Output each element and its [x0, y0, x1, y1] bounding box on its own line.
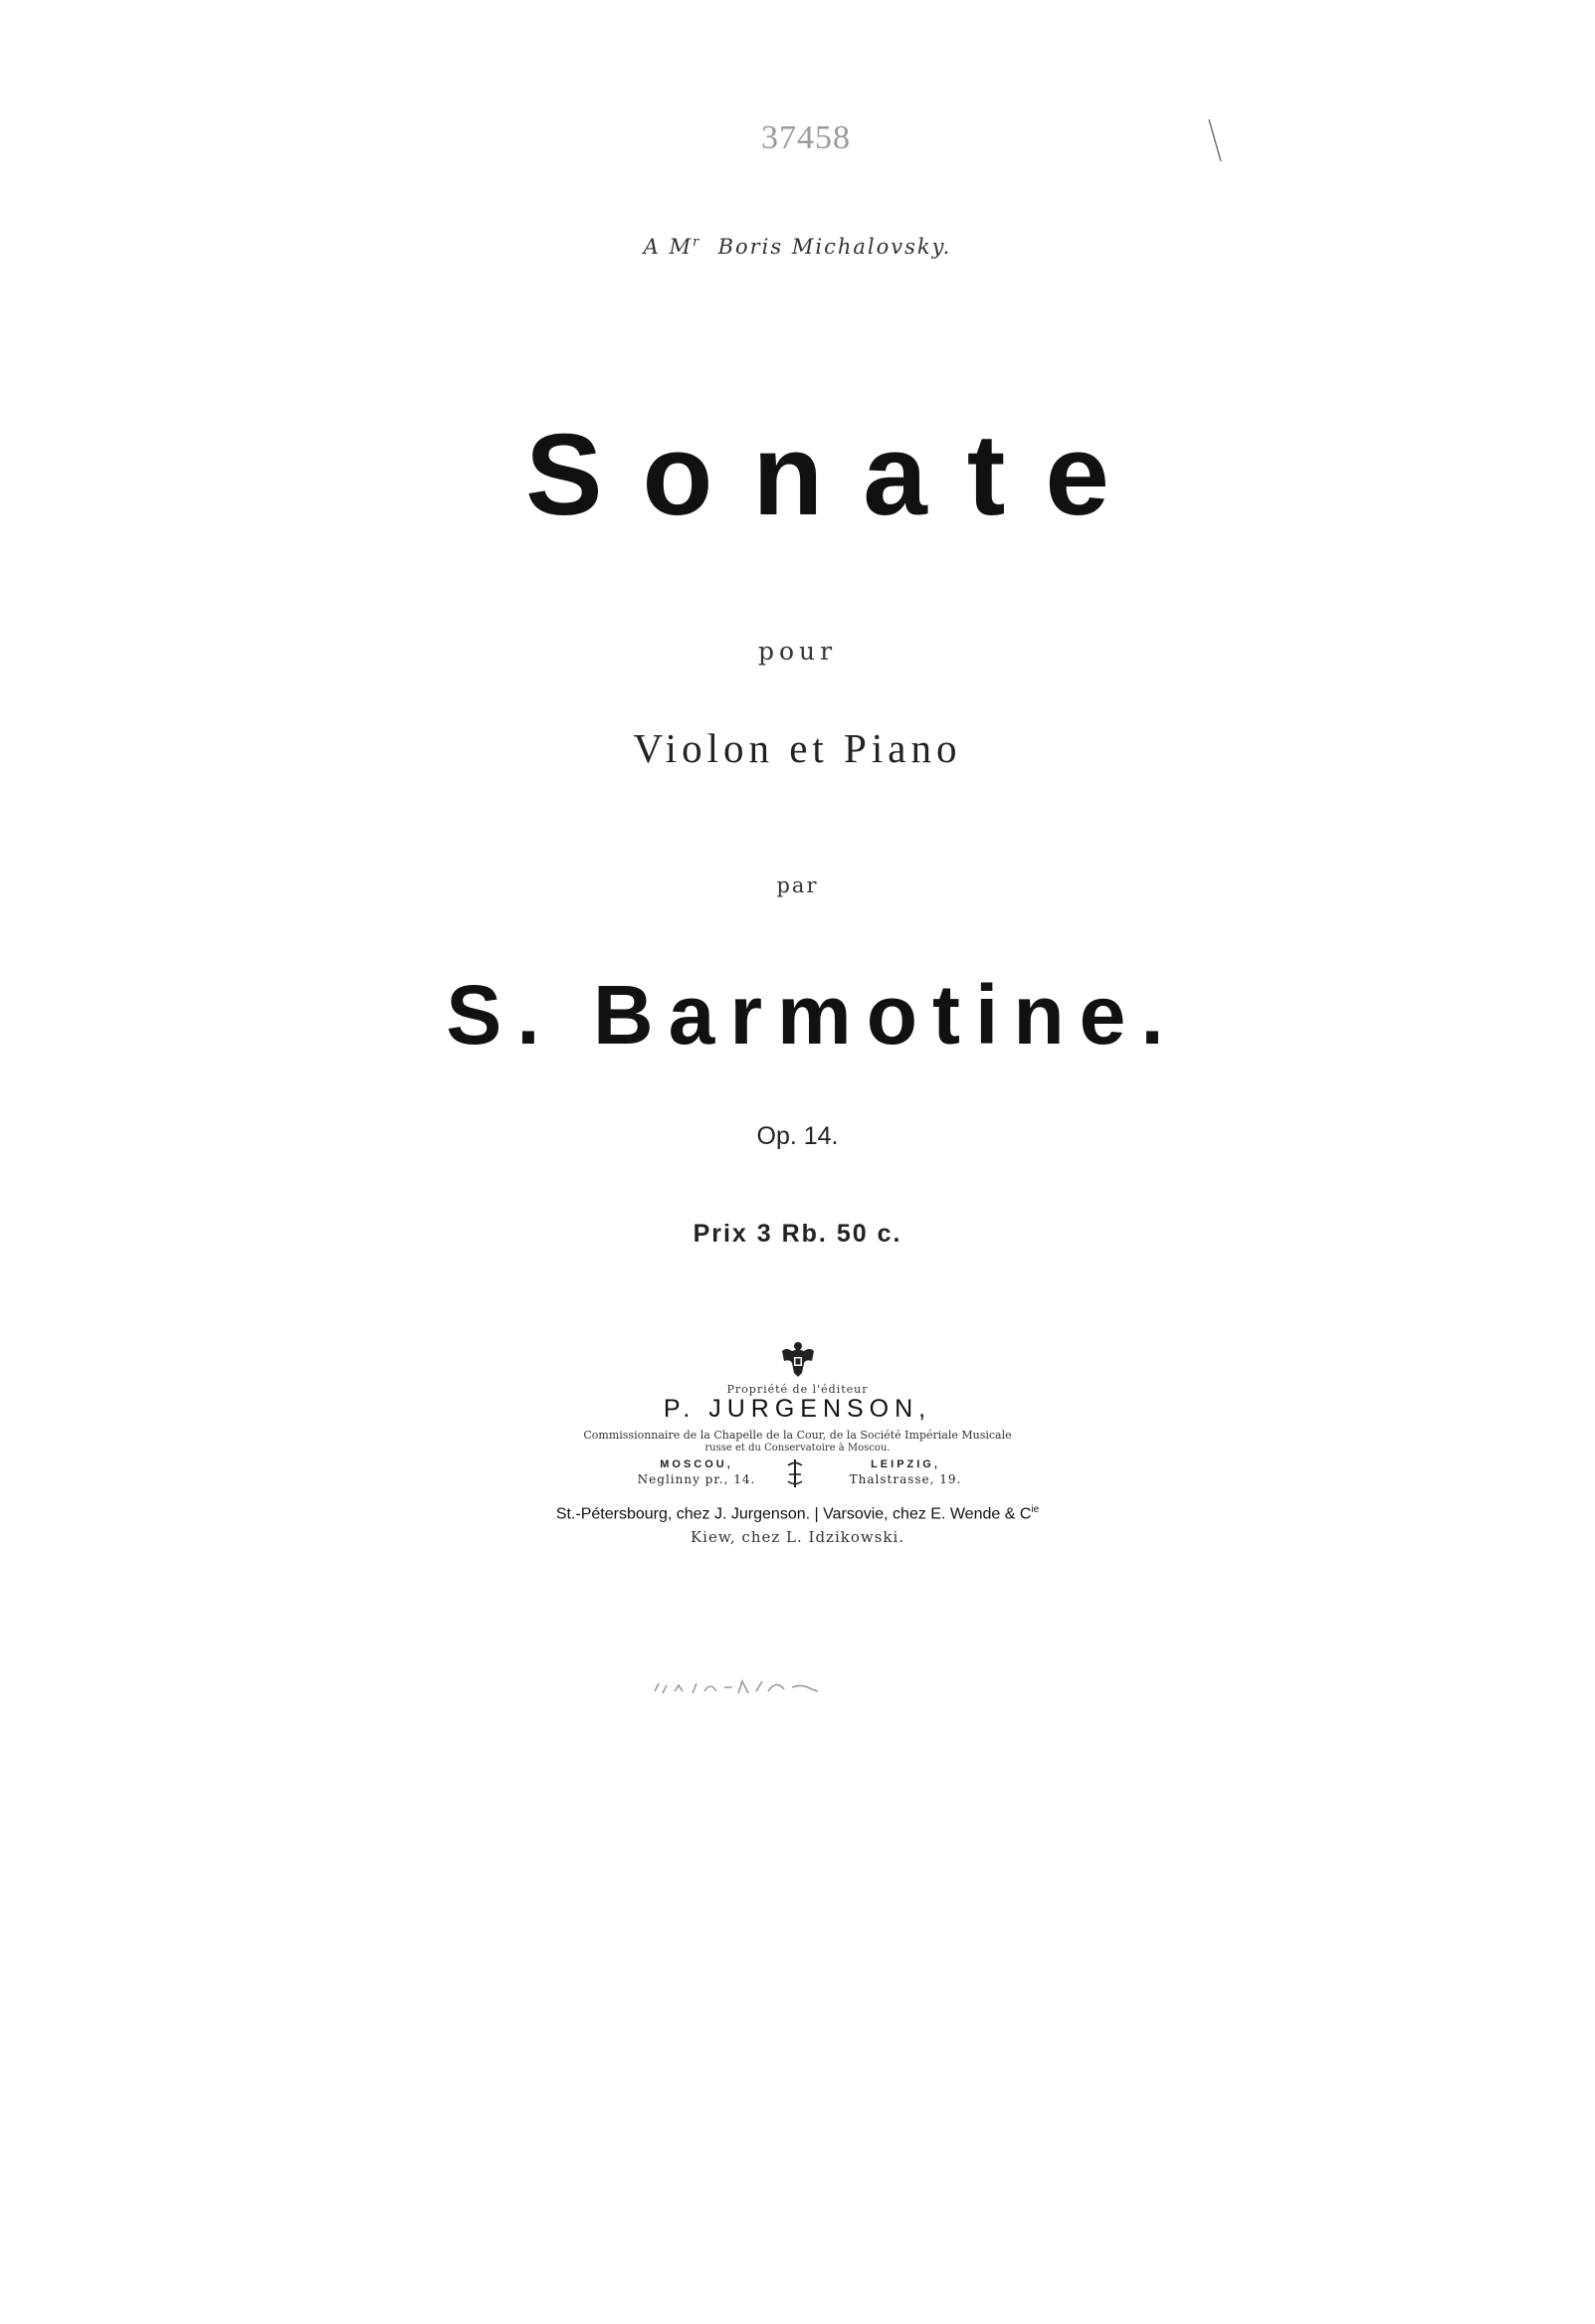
- dedication-title-sup: r: [692, 235, 701, 250]
- catalog-stamp-number: 37458: [761, 119, 851, 156]
- publisher-branches: [0, 1504, 1595, 1523]
- city-moscow: [627, 1458, 766, 1486]
- city-leipzig-name: LEIPZIG,: [871, 1458, 940, 1470]
- commission-line-1: Commissionnaire de la Chapelle de la Cour, de la Société Impériale Musicale: [583, 1429, 1012, 1442]
- composer-name: S. Barmotine.: [446, 968, 1179, 1062]
- imperial-eagle-icon: [778, 1339, 818, 1379]
- instrumentation: Violon et Piano: [633, 725, 962, 771]
- city-leipzig-address: Thalstrasse, 19.: [849, 1472, 962, 1486]
- dedication: [0, 235, 1595, 259]
- opus-number: Op. 14.: [756, 1122, 839, 1150]
- city-leipzig: [836, 1458, 975, 1486]
- page-title: Sonate: [525, 410, 1149, 539]
- commission-line-2: russe et du Conservatoire à Moscou.: [704, 1443, 891, 1453]
- dedication-name: Boris Michalovsky.: [717, 235, 952, 259]
- publisher-cities: [0, 1458, 1595, 1498]
- publisher-prefix: Propriété de l'éditeur: [726, 1383, 869, 1396]
- publisher-name: P. JURGENSON,: [663, 1395, 932, 1423]
- par-text: par: [776, 873, 819, 897]
- publisher-branches-sup: ie: [1031, 1504, 1040, 1515]
- publisher-branches-text: St.-Pétersbourg, chez J. Jurgenson. | Varsovie, chez E. Wende & C: [555, 1505, 1032, 1523]
- dedication-prefix: A M: [643, 235, 693, 259]
- library-stamp-mark: [653, 1673, 822, 1697]
- corner-pencil-mark: [1206, 117, 1226, 165]
- ornament-cross-icon: [786, 1458, 804, 1488]
- pour-text: pour: [757, 637, 838, 666]
- city-moscow-name: MOSCOU,: [660, 1458, 733, 1470]
- price-text: Prix 3 Rb. 50 c.: [693, 1220, 902, 1248]
- city-moscow-address: Neglinny pr., 14.: [637, 1472, 756, 1486]
- publisher-kiev: Kiew, chez L. Idzikowski.: [690, 1528, 905, 1546]
